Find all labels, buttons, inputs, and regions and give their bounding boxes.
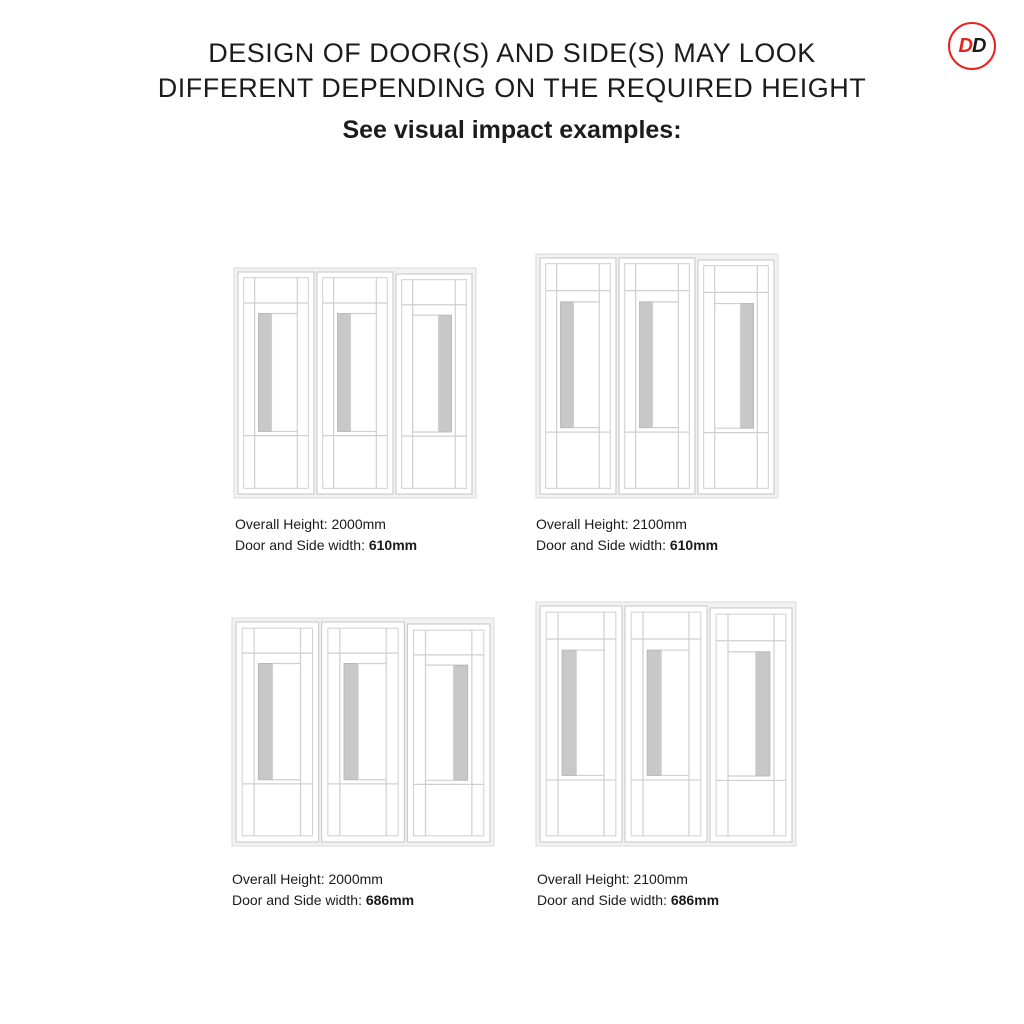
set2-door-left-leaf <box>540 258 616 494</box>
set2-door-left-glass-panel <box>561 302 574 428</box>
example-1-height: Overall Height: 2000mm <box>235 516 386 532</box>
set3-side-panel-leaf <box>407 624 490 842</box>
door-example-2 <box>536 254 778 498</box>
set1-door-left-glass-panel <box>259 314 272 432</box>
example-2-caption <box>536 514 718 556</box>
brand-logo <box>948 22 996 70</box>
set3-door-left-glass-panel <box>258 663 272 779</box>
example-4-width-value: 686mm <box>670 892 720 908</box>
set3-door-left-leaf <box>236 622 319 842</box>
set4-door-middle-glass-panel <box>647 650 661 775</box>
example-3-caption <box>232 869 414 911</box>
set4-door-left-glass-panel <box>562 650 576 775</box>
example-2-width-line <box>536 535 718 556</box>
example-1-width-label: Door and Side width: <box>235 537 369 553</box>
set2-door-middle-glass-panel <box>640 302 653 428</box>
example-1-width-value: 610mm <box>368 537 418 553</box>
example-1-width-line <box>235 535 417 556</box>
set1-side-panel-leaf <box>396 274 472 494</box>
example-2-height: Overall Height: 2100mm <box>536 516 687 532</box>
example-4-width-label: Door and Side width: <box>537 892 671 908</box>
example-3-width-line <box>232 890 414 911</box>
set2-door-middle-leaf <box>619 258 695 494</box>
heading-line-1: DESIGN OF DOOR(S) AND SIDE(S) MAY LOOK <box>208 38 816 68</box>
example-4-width-line <box>537 890 719 911</box>
set3-door-middle-glass-panel <box>344 663 358 779</box>
example-3-width-label: Door and Side width: <box>232 892 366 908</box>
door-example-4 <box>536 602 796 846</box>
example-2-width-value: 610mm <box>669 537 719 553</box>
set3-door-middle-leaf <box>322 622 405 842</box>
set4-door-left-leaf <box>540 606 622 842</box>
door-set-diagram-4 <box>536 602 796 846</box>
example-3-height: Overall Height: 2000mm <box>232 871 383 887</box>
set4-door-middle-leaf <box>625 606 707 842</box>
door-set-diagram-1 <box>234 268 476 498</box>
door-set-diagram-2 <box>536 254 778 498</box>
heading-line-2: DIFFERENT DEPENDING ON THE REQUIRED HEIGHT <box>157 73 867 103</box>
set3-side-panel-glass-panel <box>454 665 468 780</box>
example-2-width-label: Door and Side width: <box>536 537 670 553</box>
set1-door-left-leaf <box>238 272 314 494</box>
example-3-width-value: 686mm <box>365 892 415 908</box>
set1-side-panel-glass-panel <box>439 315 452 432</box>
set4-side-panel-glass-panel <box>756 652 770 776</box>
door-example-3 <box>232 618 494 846</box>
set2-side-panel-glass-panel <box>741 304 754 429</box>
set1-door-middle-glass-panel <box>338 314 351 432</box>
logo-letter-1: D <box>958 34 972 57</box>
set2-side-panel-leaf <box>698 260 774 494</box>
example-4-caption <box>537 869 719 911</box>
example-4-height: Overall Height: 2100mm <box>537 871 688 887</box>
set4-side-panel-leaf <box>710 608 792 842</box>
door-example-1 <box>234 268 476 498</box>
door-set-diagram-3 <box>232 618 494 846</box>
set1-door-middle-leaf <box>317 272 393 494</box>
logo-letter-2: D <box>972 34 986 57</box>
heading-subtitle: See visual impact examples: <box>342 116 682 144</box>
example-1-caption <box>235 514 417 556</box>
